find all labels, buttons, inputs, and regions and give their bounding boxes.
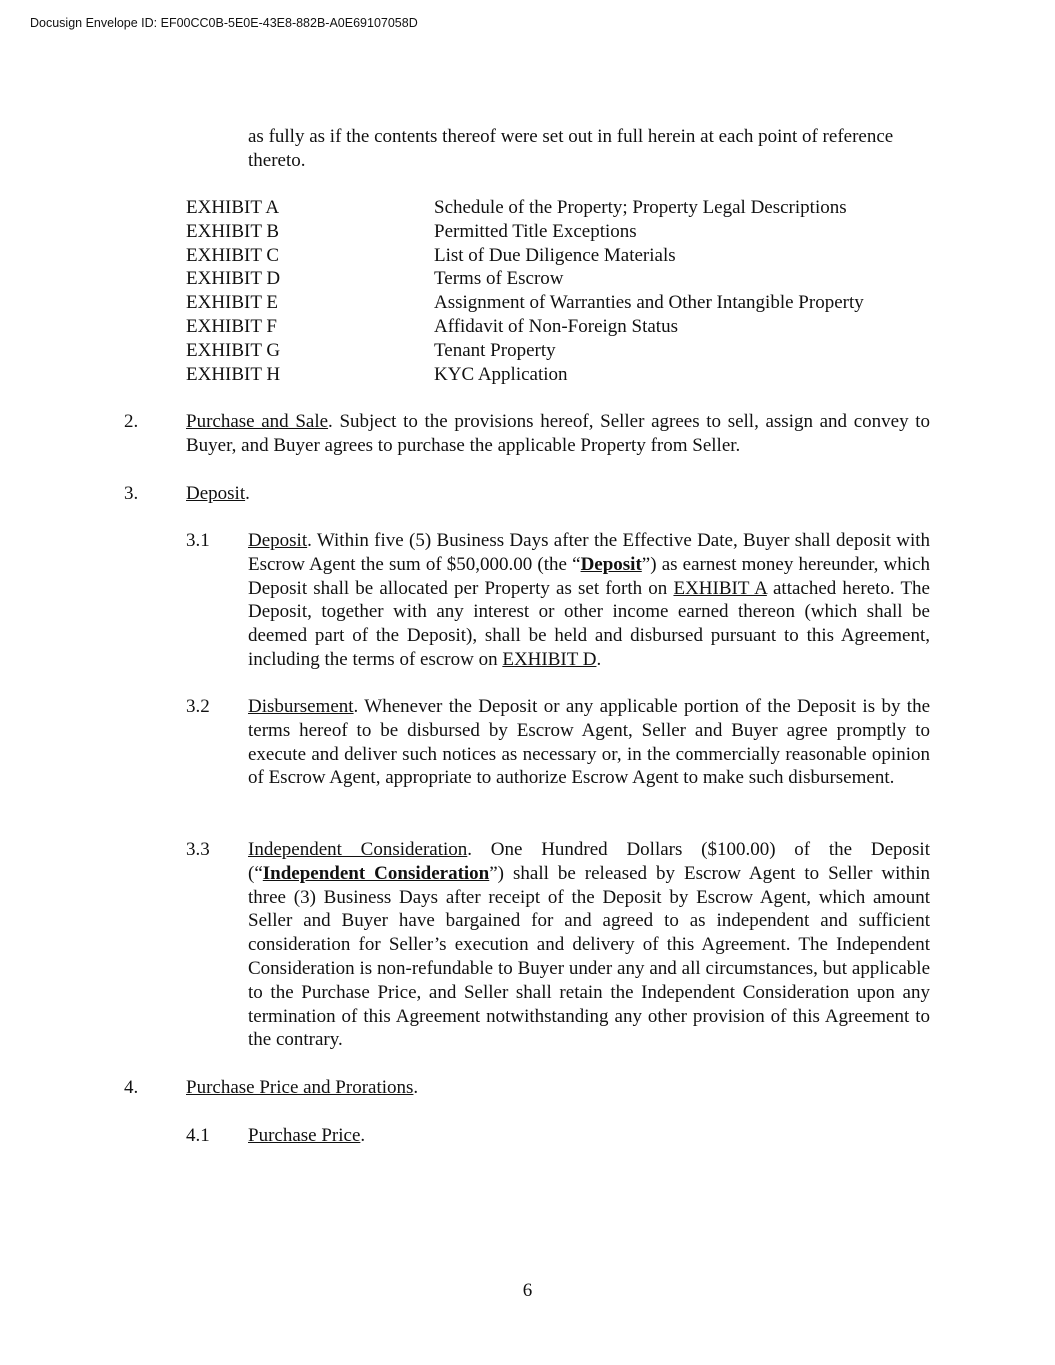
exhibit-row <box>186 339 930 363</box>
envelope-id: Docusign Envelope ID: EF00CC0B-5E0E-43E8-882B-A0E69107058D <box>30 16 418 30</box>
exhibit-row <box>186 220 930 244</box>
section-body <box>248 838 930 1052</box>
section-heading: Purchase and Sale <box>186 411 329 432</box>
section-text: ”) shall be released by Escrow Agent to Seller within three (3) Business Days after receipt of the Deposit by Escrow Agent, which amount Seller and Buyer have bargained for and agreed to as independent and sufficient consideration for Seller’s execution and delivery of this Agreement. The Independent Consideration is non-refundable to Buyer under any and all circumstances, but applicable to the Purchase Price, and Seller shall retain the Independent Consideration upon any termination of this Agreement notwithstanding any other provision of this Agreement to the contrary. <box>248 862 930 1051</box>
exhibit-d-reference: EXHIBIT D <box>502 648 597 670</box>
section-text: . Within five (5) Business Days after the Effective Date, Buyer shall deposit with Escrow Agent the sum of $50,000.00 (the “ <box>248 530 930 575</box>
exhibit-row <box>186 196 930 220</box>
section-heading: Purchase Price <box>248 1125 361 1146</box>
section-3-2 <box>186 695 930 790</box>
exhibit-code: EXHIBIT H <box>186 363 281 385</box>
section-heading: Purchase Price and Prorations <box>186 1077 414 1098</box>
defined-term-deposit: Deposit <box>580 553 642 575</box>
section-number: 4.1 <box>186 1125 210 1146</box>
section-heading: Independent Consideration <box>248 839 468 860</box>
exhibit-row <box>186 315 930 339</box>
exhibit-list <box>186 196 930 386</box>
exhibit-title: KYC Application <box>434 363 568 385</box>
section-body <box>248 1124 930 1148</box>
exhibit-code: EXHIBIT C <box>186 244 280 266</box>
section-body <box>186 482 930 506</box>
exhibit-title: Assignment of Warranties and Other Intangible Property <box>434 292 864 314</box>
section-number: 4. <box>124 1077 139 1098</box>
exhibit-code: EXHIBIT A <box>186 197 280 218</box>
section-number: 3.2 <box>186 696 210 717</box>
section-heading: Deposit <box>248 530 308 551</box>
section-body <box>248 695 930 790</box>
exhibit-title: Terms of Escrow <box>434 268 564 290</box>
section-3 <box>124 482 930 506</box>
section-text: . <box>413 1077 419 1098</box>
section-text: . <box>245 483 250 504</box>
exhibit-title: Permitted Title Exceptions <box>434 220 637 242</box>
exhibit-title: Tenant Property <box>434 339 556 361</box>
section-body <box>248 529 930 672</box>
continuation-paragraph: as fully as if the contents thereof were set out in full herein at each point of reference thereto. <box>248 126 894 171</box>
exhibit-row <box>186 363 930 387</box>
exhibit-title: Schedule of the Property; Property Legal Descriptions <box>434 197 847 218</box>
section-3-3 <box>186 838 930 1052</box>
exhibit-row <box>186 244 930 268</box>
exhibit-a-reference: EXHIBIT A <box>673 577 767 599</box>
section-text: . <box>360 1125 366 1146</box>
exhibit-code: EXHIBIT B <box>186 220 280 242</box>
exhibit-code: EXHIBIT E <box>186 292 278 314</box>
section-text: . One Hundred Dollars ($100.00) of the Deposit (“ <box>248 839 930 884</box>
exhibit-title: List of Due Diligence Materials <box>434 244 676 266</box>
section-4-1 <box>186 1124 930 1148</box>
exhibit-row <box>186 291 930 315</box>
section-text: attached hereto. The Deposit, together with any interest or other income earned thereon (which shall be deemed part of the Deposit), shall be held and disbursed pursuant to this Agreement, including the terms of escrow on <box>248 577 930 670</box>
section-3-1 <box>186 529 930 672</box>
section-4 <box>124 1076 930 1100</box>
section-heading: Disbursement <box>248 696 354 717</box>
section-text: . Whenever the Deposit or any applicable portion of the Deposit is by the terms hereof to be disbursed by Escrow Agent, Seller and Buyer agree promptly to execute and deliver such notices as necessary or, in the commercially reasonable opinion of Escrow Agent, appropriate to authorize Escrow Agent to make such disbursement. <box>248 696 930 789</box>
section-number: 2. <box>124 411 139 432</box>
exhibit-code: EXHIBIT D <box>186 268 281 290</box>
section-2 <box>124 410 930 458</box>
section-number: 3.3 <box>186 839 210 860</box>
exhibit-title: Affidavit of Non-Foreign Status <box>434 315 678 337</box>
exhibit-code: EXHIBIT G <box>186 339 281 361</box>
section-body <box>186 410 930 458</box>
section-text: . <box>596 648 602 670</box>
section-number: 3. <box>124 483 139 504</box>
section-heading: Deposit <box>186 483 246 504</box>
exhibit-code: EXHIBIT F <box>186 315 277 337</box>
section-number: 3.1 <box>186 530 210 551</box>
page-number: 6 <box>522 1280 533 1301</box>
defined-term-independent-consideration: Independent Consideration <box>262 862 490 884</box>
section-body <box>186 1076 930 1100</box>
section-text: ”) as earnest money hereunder, which Deposit shall be allocated per Property as set forth on <box>248 553 930 599</box>
exhibit-row <box>186 267 930 291</box>
section-text: . Subject to the provisions hereof, Seller agrees to sell, assign and convey to Buyer, and Buyer agrees to purchase the applicable Property from Seller. <box>186 411 931 456</box>
